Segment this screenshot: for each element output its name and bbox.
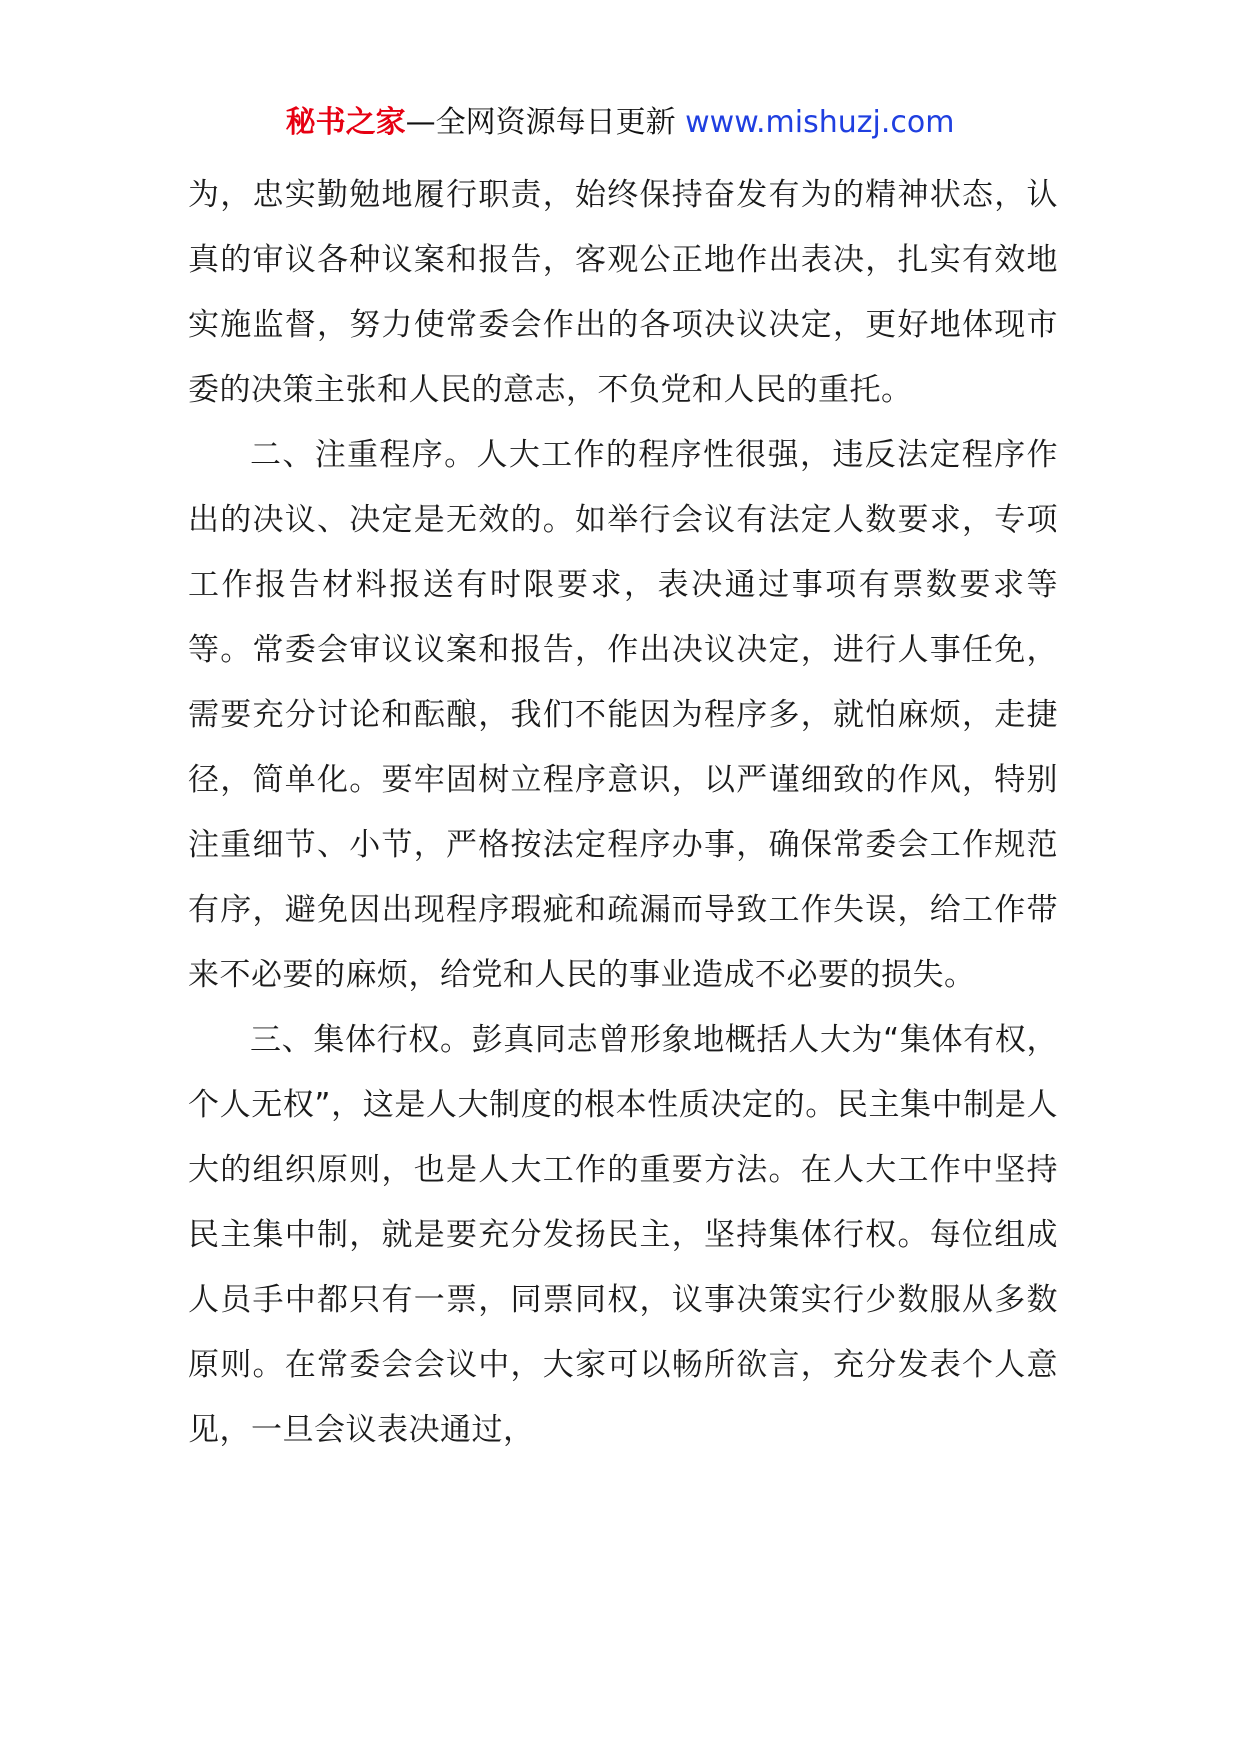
document-body [188, 163, 1058, 1463]
page-header [0, 100, 1240, 146]
paragraph-collective-power: 三、集体行权。彭真同志曾形象地概括人大为“集体有权，个人无权”，这是人大制度的根本性质决定的。民主集中制是人大的组织原则，也是人大工作的重要方法。在人大工作中坚持民主集中制，就是要充分发扬民主，坚持集体行权。每位组成人员手中都只有一票，同票同权，议事决策实行少数服从多数原则。在常委会会议中，大家可以畅所欲言，充分发表个人意见，一旦会议表决通过， [188, 1022, 1058, 1448]
paragraph-procedure: 二、注重程序。人大工作的程序性很强，违反法定程序作出的决议、决定是无效的。如举行会议有法定人数要求，专项工作报告材料报送有时限要求，表决通过事项有票数要求等等。常委会审议议案和报告，作出决议决定，进行人事任免，需要充分讨论和酝酿，我们不能因为程序多，就怕麻烦，走捷径，简单化。要牢固树立程序意识，以严谨细致的作风，特别注重细节、小节，严格按法定程序办事，确保常委会工作规范有序，避免因出现程序瑕疵和疏漏而导致工作失误，给工作带来不必要的麻烦，给党和人民的事业造成不必要的损失。 [188, 437, 1058, 993]
website-link[interactable]: www.mishuzj.com [685, 105, 955, 140]
paragraph-continued: 为，忠实勤勉地履行职责，始终保持奋发有为的精神状态，认真的审议各种议案和报告，客观公正地作出表决，扎实有效地实施监督，努力使常委会作出的各项决议决定，更好地体现市委的决策主张和人民的意志，不负党和人民的重托。 [188, 177, 1058, 408]
brand-name: 秘书之家 [285, 105, 406, 140]
header-tagline: —全网资源每日更新 [405, 105, 686, 140]
